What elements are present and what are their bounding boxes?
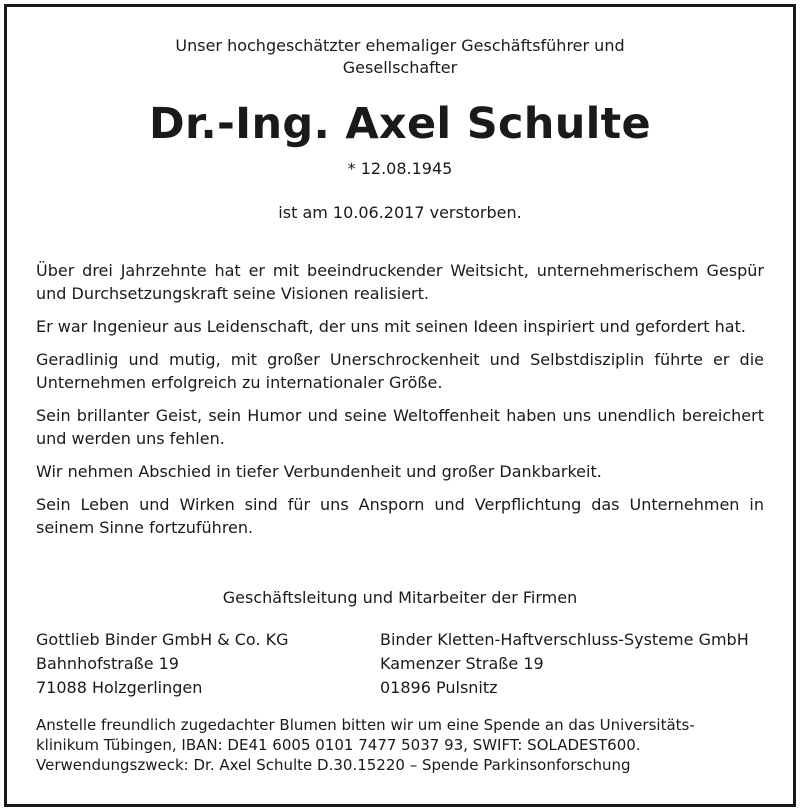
- tribute-paragraph: Über drei Jahrzehnte hat er mit beeindruckender Weitsicht, unternehmerischem Gespür und Durchsetzungskraft seine Visionen realisiert.: [36, 261, 764, 303]
- tribute-paragraph: Wir nehmen Abschied in tiefer Verbundenheit und großer Dankbarkeit.: [36, 462, 602, 481]
- donation-line: Anstelle freundlich zugedachter Blumen bitten wir um eine Spende an das Universitäts-: [36, 716, 695, 734]
- company-address-binder-holzgerlingen: [36, 628, 289, 700]
- company-name: Gottlieb Binder GmbH & Co. KG: [36, 630, 289, 649]
- deceased-name: Dr.-Ing. Axel Schulte: [149, 99, 651, 149]
- company-street: Kamenzer Straße 19: [380, 654, 544, 673]
- donation-line: Verwendungszweck: Dr. Axel Schulte D.30.15220 – Spende Parkinsonforschung: [36, 756, 631, 774]
- donation-note: [36, 715, 764, 775]
- tribute-paragraph: Geradlinig und mutig, mit großer Unerschrockenheit und Selbstdisziplin führte er die Unternehmen erfolgreich zu internationaler Größe.: [36, 350, 764, 392]
- tribute-paragraph: Sein brillanter Geist, sein Humor und seine Weltoffenheit haben uns unendlich bereichert und werden uns fehlen.: [36, 406, 764, 448]
- donation-line: klinikum Tübingen, IBAN: DE41 6005 0101 7477 5037 93, SWIFT: SOLADEST600.: [36, 736, 641, 754]
- tribute-paragraph: Er war Ingenieur aus Leidenschaft, der uns mit seinen Ideen inspiriert und gefordert hat.: [36, 317, 746, 336]
- company-city: 01896 Pulsnitz: [380, 678, 498, 697]
- company-city: 71088 Holzgerlingen: [36, 678, 203, 697]
- death-date: ist am 10.06.2017 verstorben.: [278, 203, 522, 222]
- tribute-paragraph: Sein Leben und Wirken sind für uns Ansporn und Verpflichtung das Unternehmen in seinem Sinne fortzuführen.: [36, 495, 764, 537]
- company-street: Bahnhofstraße 19: [36, 654, 179, 673]
- tribute-paragraphs: [36, 259, 764, 549]
- intro-text: [0, 35, 800, 79]
- company-name: Binder Kletten-Haftverschluss-Systeme GmbH: [380, 630, 749, 649]
- signoff-text: Geschäftsleitung und Mitarbeiter der Firmen: [222, 588, 578, 607]
- intro-line: Unser hochgeschätzter ehemaliger Geschäftsführer und Gesellschafter: [175, 36, 625, 77]
- birth-date: * 12.08.1945: [347, 159, 453, 178]
- company-address-binder-pulsnitz: [380, 628, 749, 700]
